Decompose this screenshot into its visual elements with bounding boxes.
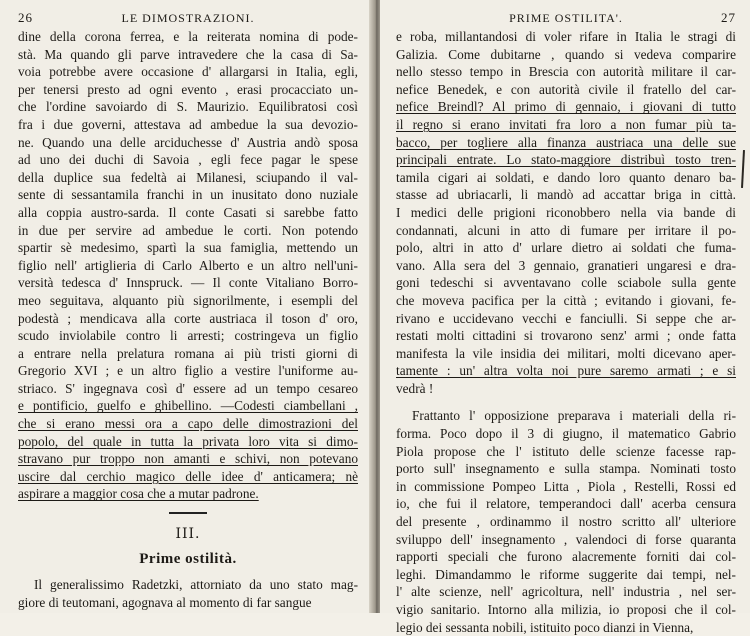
text-line: che l'ordine savoiardo di S. Maurizio. Equilibratosi così <box>18 99 358 115</box>
text-line: I medici delle prigioni riconobbero nella via bande di <box>396 204 736 220</box>
text-line: restati molti cittadini si trovarono senz' armi ; onde fatta <box>396 328 736 344</box>
text-line: Il generalissimo Radetzki, attorniato da uno stato mag- <box>34 577 358 593</box>
text-line: nefice Benedek, e con autorità civile il fratello del car- <box>396 81 736 97</box>
text-line: sviluppo dell' insegnamento , valendoci di forse quaranta <box>396 531 736 547</box>
text-line: Piola propose che l' istituto delle scienze facesse rap- <box>396 443 736 459</box>
pencil-margin-mark <box>741 150 745 188</box>
right-page-number: 27 <box>721 10 736 25</box>
text-line: in due per servire ad ambedue le corti. Non potendo <box>18 222 358 238</box>
right-page <box>380 0 750 635</box>
text-line: legio dei sessanta nobili, istituito poco dianzi in Vienna, <box>396 619 694 635</box>
chapter-title: Prime ostilità. <box>139 551 237 568</box>
text-line: porto sull' insegnamento e sulla stampa. Nominati tosto <box>396 461 736 477</box>
text-line: e pontificio, guelfo e ghibellino. —Codesti ciambellani , <box>18 398 358 414</box>
text-line: ne. Quando una delle arciduchesse d' Austria andò sposa <box>18 134 358 150</box>
text-line: fra i due governi, attestava ad ambedue la sua devozio- <box>18 116 358 132</box>
text-line: rapporti speciali che furono alacremente forniti dai col- <box>396 549 736 565</box>
text-line: sente di sessantamila franchi in un inusitato dono nuziale <box>18 187 358 203</box>
text-line: tamila cigari ai soldati, e dando loro quanto denaro ba- <box>396 169 736 185</box>
text-line: Gregorio XVI ; e un altro figlio a vestire l'uniforme au- <box>18 363 358 379</box>
text-line: tamente : un' altra volta noi pure saremo armati ; e si <box>396 363 736 379</box>
text-line: io, che fui il relatore, temperandoci dall' acerba censura <box>396 496 736 512</box>
section-separator <box>169 512 207 514</box>
text-line: versità tedesca d' Innspruck. — Il conte Vitaliano Borro- <box>18 275 358 291</box>
text-line: polo, altri in atto d' urlare dietro ai soldati che fuma- <box>396 240 736 256</box>
left-page-number: 26 <box>18 10 33 25</box>
text-line: figlio nell' artiglieria di Carlo Alberto e un altro nell'uni- <box>18 257 358 273</box>
text-line: stasse ad ubriacarli, li mandò ad accattar briga in città. <box>396 187 736 203</box>
text-line: vigio sanitario. Intorno alla milizia, io proposi che il col- <box>396 602 736 617</box>
text-line: uscire dal cerchio magico delle idee d' anticamera; nè <box>18 468 358 484</box>
text-line: della duplice sua fedeltà ai Milanesi, sciupando il val- <box>18 169 358 185</box>
right-running-head: PRIME OSTILITA'. <box>509 11 623 25</box>
text-line: scudo inviolabile contro li arresti; costringeva un figlio <box>18 328 358 344</box>
left-page-text <box>18 28 358 503</box>
text-line: bacco, per togliere alla finanza austriaca una delle sue <box>396 134 736 150</box>
text-line: che si erano messi ora a capo delle dimostrazioni del <box>18 416 358 432</box>
right-page-text <box>396 28 736 397</box>
text-line: dine della corona ferrea, e la reiterata nomina di pode- <box>18 29 358 44</box>
text-line: condannati, alcuni in atto di fumare per irritare il po- <box>396 222 736 238</box>
text-line: striaco. S' ingegnava così d' essere ad un tempo cesareo <box>18 380 358 396</box>
text-line: voia potrebbe avere occasione d' allargarsi in Italia, egli, <box>18 64 358 80</box>
text-line: in commissione Pompeo Litta , Piola , Restelli, Rossi ed <box>396 478 736 494</box>
text-line: meo seguitava, alquanto più signorilmente, i esempli del <box>18 292 358 308</box>
text-line: Frattanto l' opposizione preparava i materiali della ri- <box>412 408 736 424</box>
right-paragraph-2 <box>396 407 736 636</box>
text-line: che moveva pacifica per la città ; evitando i giovani, fe- <box>396 292 736 308</box>
text-line: podestà ; mendicava alla corte austriaca il toson d' oro, <box>18 310 358 326</box>
text-line: ad uno dei duchi di Savoia , egli fece pagar le spese <box>18 152 358 168</box>
text-line: popolo, del quale in tutta la privata loro vita si dimo- <box>18 433 358 449</box>
text-line: spartir sè medesimo, spartì la sua famiglia, mettendo un <box>18 240 358 256</box>
text-line: goni tedeschi si avventavano colle sciabole sulla gente <box>396 275 736 291</box>
text-line: principali entrate. Lo stato-maggiore distribuì tosto tren- <box>396 152 736 168</box>
text-line: giore di teutomani, agognava al momento di far sangue <box>18 594 312 610</box>
text-line: vano. Alla sera del 3 gennaio, granatieri ungaresi e dra- <box>396 257 736 273</box>
left-running-head: LE DIMOSTRAZIONI. <box>121 11 255 25</box>
text-line: a entrare nella prelatura romana ai più tristi giorni di <box>18 345 358 361</box>
chapter-number: III. <box>175 526 201 543</box>
text-line: nello stesso tempo in Brescia con autorità militare il car- <box>396 64 736 80</box>
text-line: Galizia. Come dubitarne , quando si vedeva comparire <box>396 46 736 62</box>
text-line: stravano pur troppo non amanti e schivi, non potevano <box>18 451 358 467</box>
text-line: manifesta la vile insidia dei militari, molti dicevano aper- <box>396 345 736 361</box>
text-line: vedrà ! <box>396 380 434 396</box>
text-line: e roba, millantandosi di voler rifare in Italia le stragi di <box>396 29 736 44</box>
text-line: forma. Poco dopo il 3 di giugno, il matematico Gabrio <box>396 426 736 442</box>
text-line: rivano e uccidevano vecchi e fanciulli. Si seppe che ar- <box>396 310 736 326</box>
chapter-opening-text <box>18 576 358 611</box>
text-line: aspirare a maggior cosa che a mutar padrone. <box>18 486 259 502</box>
text-line: nefice Breindl? Al primo di gennaio, i giovani di tutto <box>396 99 736 115</box>
text-line: leghi. Dimandammo le riforme suggerite dai tempi, nel- <box>396 566 736 582</box>
text-line: l' alte scienze, nell' agricoltura, nell' industria , nel ser- <box>396 584 736 600</box>
text-line: alla coppia austro-sarda. Il conte Casati si sarebbe fatto <box>18 204 358 220</box>
right-page-header <box>396 10 736 28</box>
text-line: per tenersi presto ad ogni evento , erasi procacciato un- <box>18 81 358 97</box>
left-page-header <box>18 10 358 28</box>
text-line: stà. Ma quando gli parve intravedere che la casa di Sa- <box>18 46 358 62</box>
left-page <box>0 0 372 613</box>
text-line: del presente , ordinammo il nostro scritto all' ulteriore <box>396 514 736 530</box>
text-line: il regno si erano invitati fra loro a non fumar più ta- <box>396 116 736 132</box>
